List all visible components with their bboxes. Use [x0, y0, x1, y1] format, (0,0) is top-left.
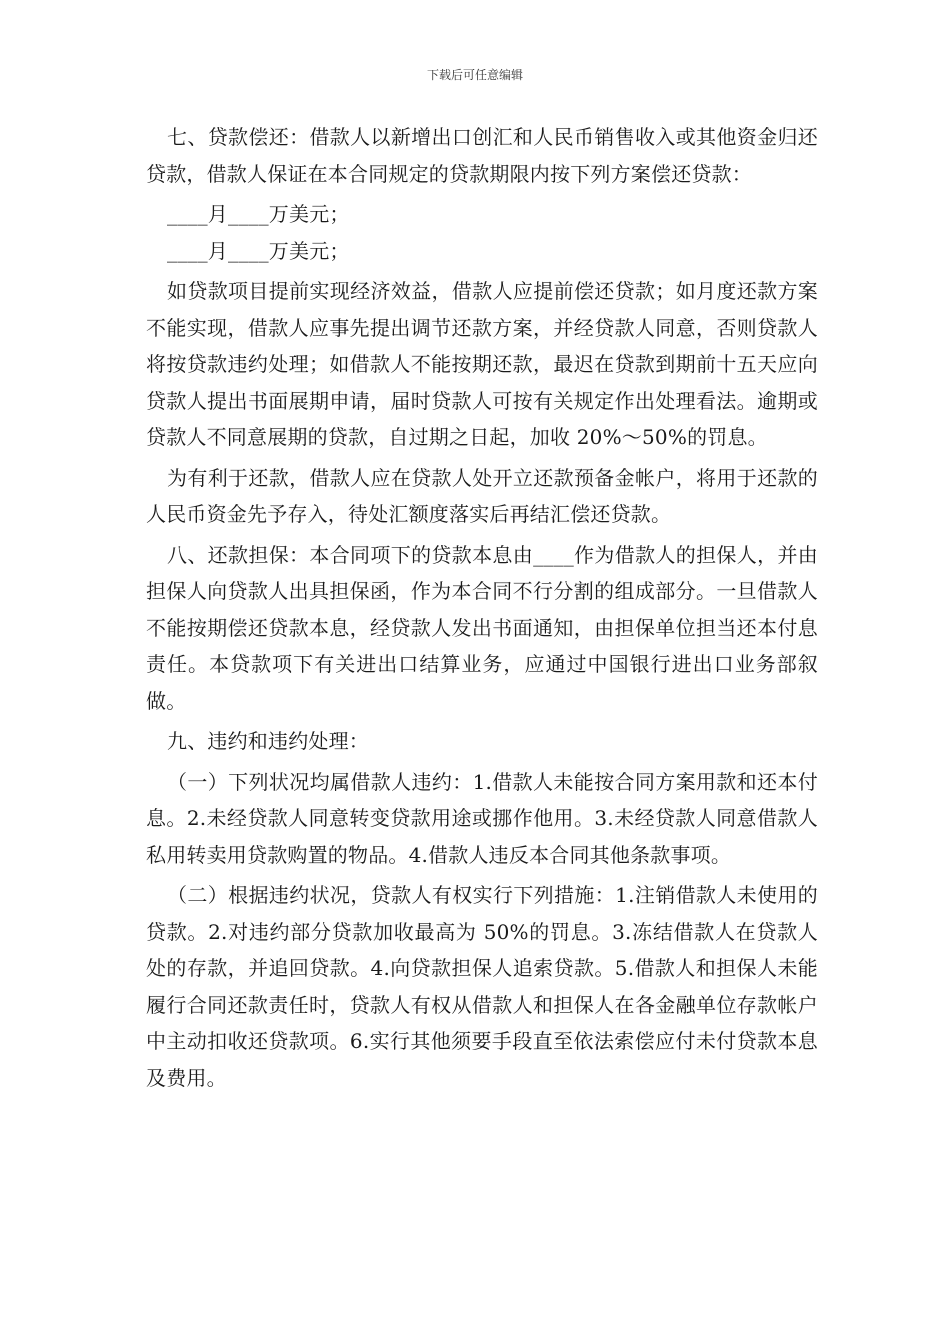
reserve-account-paragraph: 为有利于还款，借款人应在贷款人处开立还款预备金帐户，将用于还款的人民币资金先予存入，待处汇额度落实后再结汇偿还贷款。	[146, 465, 818, 526]
clause-9-heading: 九、违约和违约处理：	[167, 729, 369, 753]
repayment-schedule-line-2: ____月____万美元；	[167, 238, 350, 263]
document-body	[146, 119, 818, 1100]
clause-7-repayment: 七、贷款偿还：借款人以新增出口创汇和人民币销售收入或其他资金归还贷款，借款人保证在本合同规定的贷款期限内按下列方案偿还贷款：	[146, 125, 818, 186]
repayment-schedule-line-1: ____月____万美元；	[167, 202, 350, 226]
page-header-note: 下载后可任意编辑	[426, 68, 523, 82]
early-repayment-paragraph: 如贷款项目提前实现经济效益，借款人应提前偿还贷款；如月度还款方案不能实现，借款人应事先提出调节还款方案，并经贷款人同意，否则贷款人将按贷款违约处理；如借款人不能按期还款，最迟在贷款到期前十五天应向贷款人提出书面展期申请，届时贷款人可按有关规定作出处理看法。逾期或贷款人不同意展期的贷款，自过期之日起，加收 20%～50%的罚息。	[146, 279, 818, 449]
clause-9-item-1: （一）下列状况均属借款人违约：1.借款人未能按合同方案用款和还本付息。2.未经贷款人同意转变贷款用途或挪作他用。3.未经贷款人同意借款人私用转卖用贷款购置的物品。4.借款人违反本合同其他条款事项。	[146, 769, 818, 867]
clause-9-item-2: （二）根据违约状况，贷款人有权实行下列措施：1.注销借款人未使用的贷款。2.对违约部分贷款加收最高为 50%的罚息。3.冻结借款人在贷款人处的存款，并追回贷款。4.向贷款担保人追索贷款。5.借款人和担保人未能履行合同还款责任时，贷款人有权从借款人和担保人在各金融单位存款帐户中主动扣收还贷款项。6.实行其他须要手段直至依法索偿应付未付贷款本息及费用。	[146, 883, 818, 1090]
clause-8-guarantee: 八、还款担保：本合同项下的贷款本息由____作为借款人的担保人，并由担保人向贷款人出具担保函，作为本合同不行分割的组成部分。一旦借款人不能按期偿还贷款本息，经贷款人发出书面通知，由担保单位担当还本付息责任。本贷款项下有关进出口结算业务，应通过中国银行进出口业务部叙做。	[146, 542, 818, 713]
